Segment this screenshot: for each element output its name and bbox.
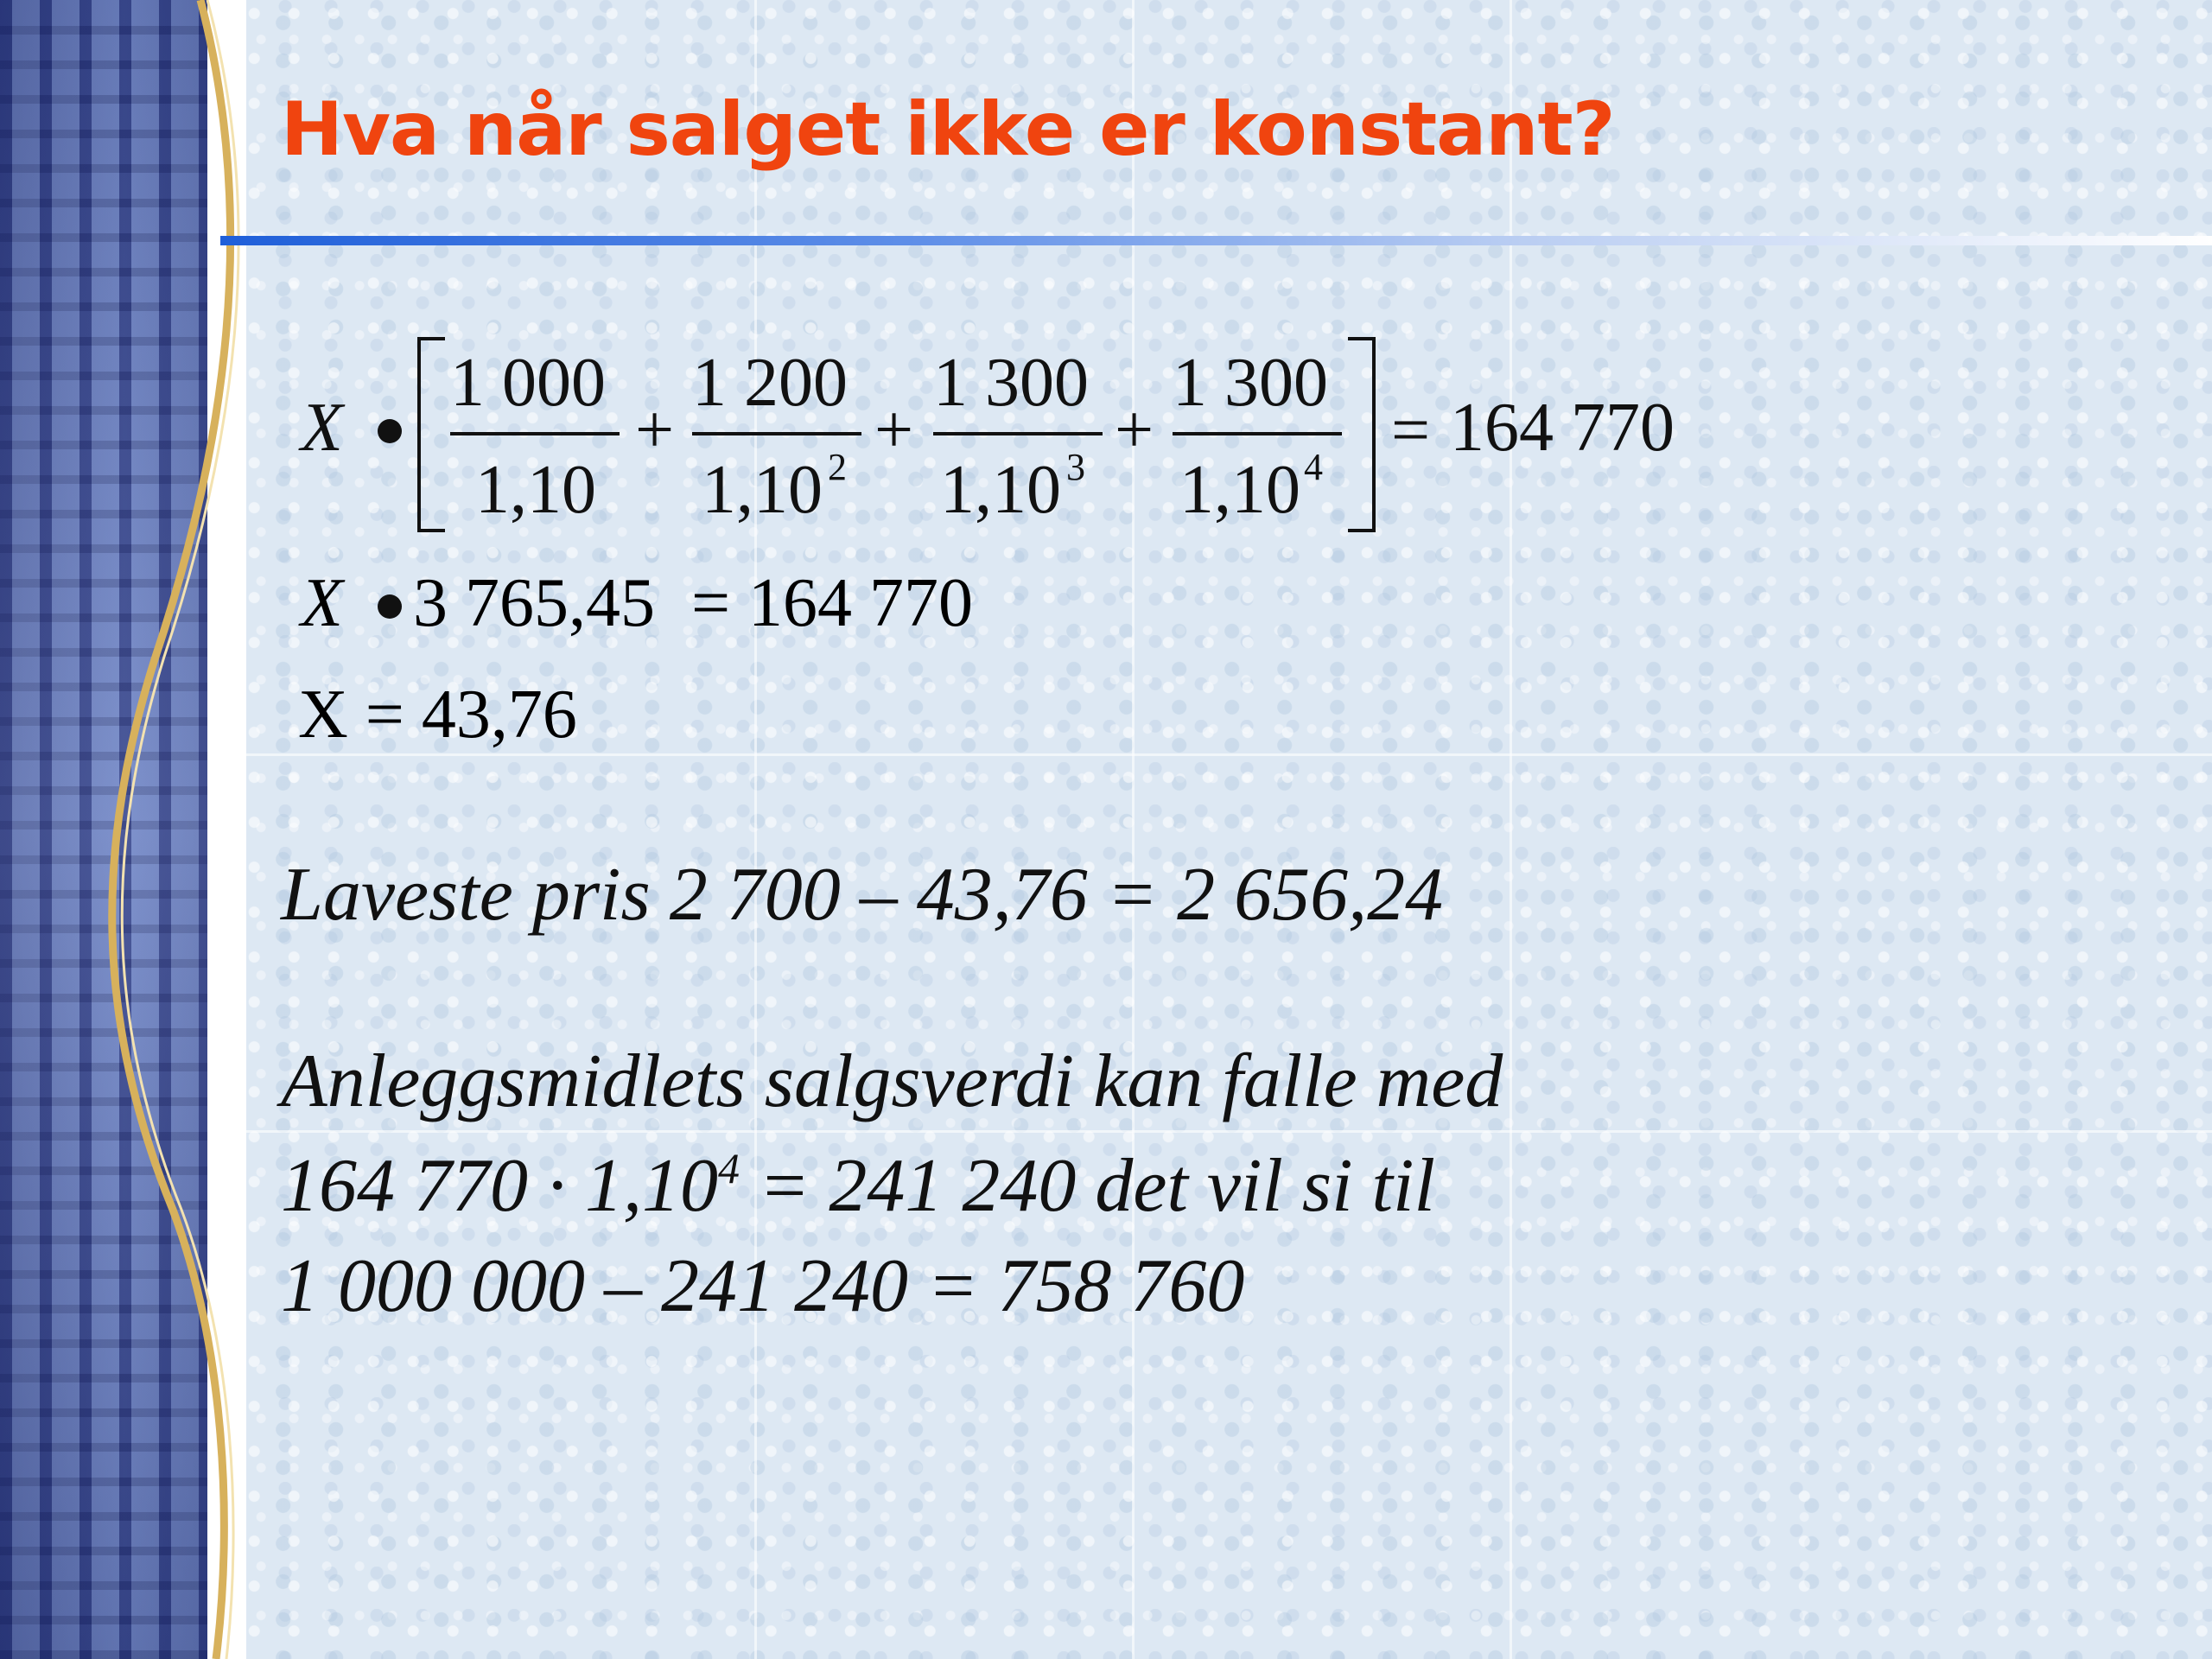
sales-value-line-2	[281, 1144, 1435, 1228]
term4-exponent: 4	[1304, 446, 1323, 488]
grid-line	[246, 753, 2212, 756]
lowest-price-line: Laveste pris 2 700 – 43,76 = 2 656,24	[281, 853, 1444, 937]
equation-present-value	[0, 0, 2212, 562]
equation-result-x: X = 43,76	[298, 677, 577, 753]
right-bracket	[1348, 337, 1376, 532]
equals-sign: =	[691, 565, 731, 641]
term3-numerator: 1 300	[933, 345, 1089, 421]
eq2-result: 164 770	[748, 565, 973, 641]
plus-sign: +	[635, 392, 675, 468]
equals-sign: =	[1391, 392, 1431, 468]
plus-sign: +	[1115, 392, 1154, 468]
sales-value-calc: 164 770 · 1,10	[281, 1144, 718, 1228]
eq1-result: 164 770	[1450, 390, 1675, 466]
plus-sign: +	[874, 392, 914, 468]
term3-denominator: 1,10	[940, 452, 1061, 528]
term2-denominator: 1,10	[702, 452, 823, 528]
term2-fraction-bar	[692, 432, 861, 435]
term1-fraction-bar	[450, 432, 620, 435]
slide-title: Hva når salget ikke er konstant?	[281, 86, 1615, 173]
eq1-variable: X	[301, 390, 343, 466]
term3-exponent: 3	[1066, 446, 1085, 488]
eq2-factor: 3 765,45	[413, 565, 655, 641]
term4-fraction-bar	[1173, 432, 1342, 435]
term4-numerator: 1 300	[1173, 345, 1328, 421]
multiply-dot	[378, 594, 402, 619]
eq2-variable: X	[301, 565, 343, 641]
term2-numerator: 1 200	[692, 345, 848, 421]
term2-exponent: 2	[828, 446, 847, 488]
sales-value-line-1: Anleggsmidlets salgsverdi kan falle med	[281, 1039, 1503, 1123]
left-bracket	[417, 337, 445, 532]
multiply-dot	[378, 419, 402, 443]
term3-fraction-bar	[933, 432, 1103, 435]
term1-denominator: 1,10	[475, 452, 596, 528]
sales-value-line-3: 1 000 000 – 241 240 = 758 760	[281, 1244, 1245, 1328]
sales-value-exponent: 4	[718, 1144, 740, 1192]
term4-denominator: 1,10	[1179, 452, 1300, 528]
grid-line	[246, 1130, 2212, 1133]
term1-numerator: 1 000	[450, 345, 606, 421]
sales-value-result: = 241 240 det vil si til	[740, 1144, 1435, 1228]
